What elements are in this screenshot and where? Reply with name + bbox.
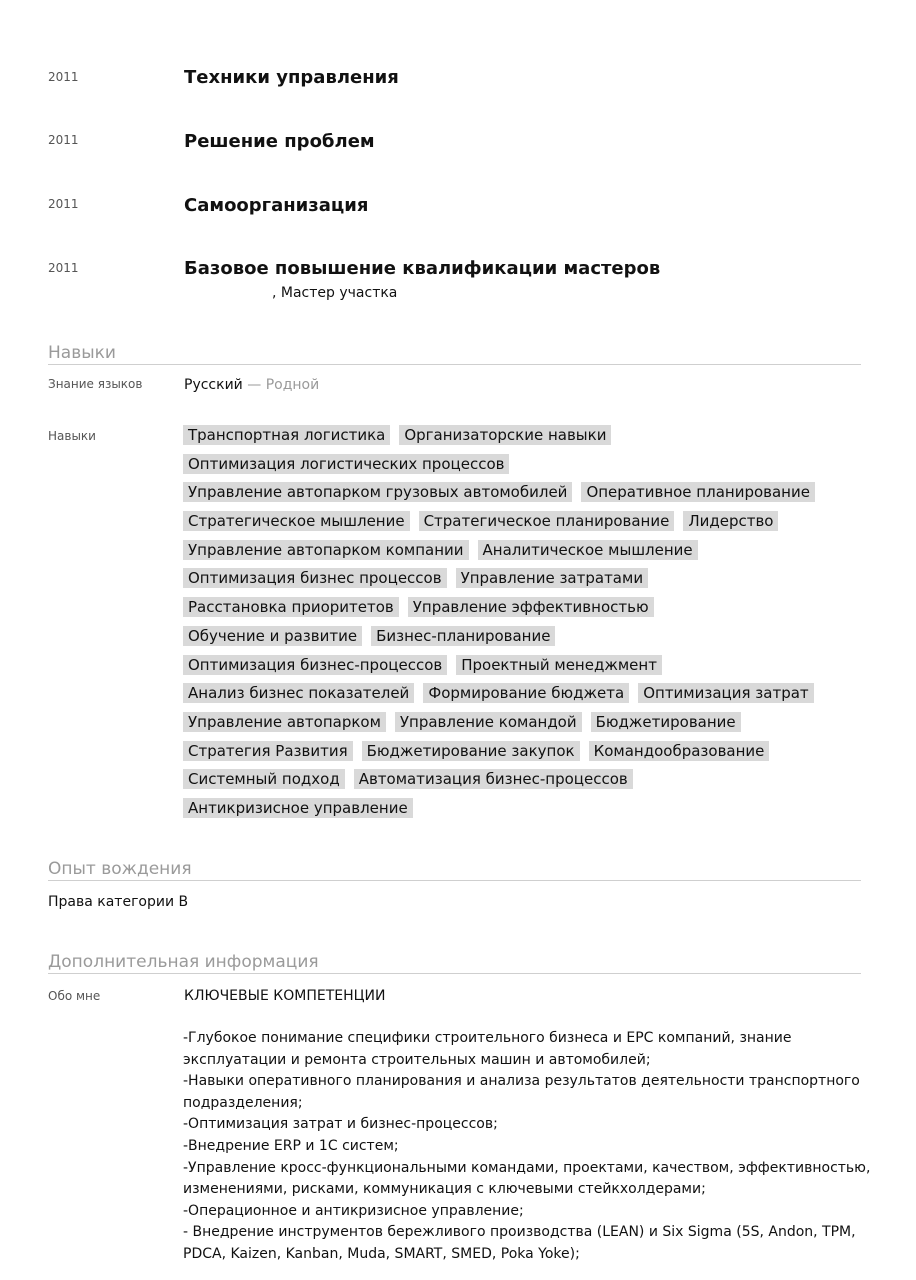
course-year: 2011 xyxy=(48,70,79,84)
skill-tag: Системный подход xyxy=(183,769,345,789)
skill-tag: Управление эффективностью xyxy=(408,597,654,617)
skill-tag: Проектный менеджмент xyxy=(456,655,662,675)
skill-tag: Бизнес-планирование xyxy=(371,626,555,646)
skill-tag: Аналитическое мышление xyxy=(478,540,698,560)
course-title: Базовое повышение квалификации мастеров xyxy=(184,258,661,279)
skill-tag-row xyxy=(183,454,873,483)
about-line: -Глубокое понимание специфики строительного бизнеса и EPC компаний, знание xyxy=(183,1030,792,1046)
skill-tag: Оптимизация затрат xyxy=(638,683,813,703)
about-line: PDCA, Kaizen, Kanban, Muda, SMART, SMED, Poka Yoke); xyxy=(183,1245,580,1262)
skill-tag-row xyxy=(183,655,873,684)
course-year: 2011 xyxy=(48,197,79,211)
course-title: Решение проблем xyxy=(184,131,375,152)
skill-tag: Автоматизация бизнес-процессов xyxy=(354,769,633,789)
course-title: Техники управления xyxy=(184,67,399,88)
skill-tag: Управление автопарком компании xyxy=(183,540,469,560)
about-line: -Оптимизация затрат и бизнес-процессов; xyxy=(183,1116,498,1133)
skill-tag: Расстановка приоритетов xyxy=(183,597,399,617)
skill-tag: Управление затратами xyxy=(456,568,648,588)
skill-tag: Управление автопарком xyxy=(183,712,386,732)
skill-tag-row xyxy=(183,712,873,741)
course-year: 2011 xyxy=(48,261,79,275)
skill-tag-row xyxy=(183,425,873,454)
skill-tag: Командообразование xyxy=(589,741,770,761)
about-line: -Внедрение ERP и 1С систем; xyxy=(183,1137,399,1154)
about-line: подразделения; xyxy=(183,1094,303,1111)
about-line: -Управление кросс-функциональными командами, проектами, качеством, эффективностью, xyxy=(183,1159,871,1176)
about-line: -Навыки оперативного планирования и анализа результатов деятельности транспортного xyxy=(183,1073,860,1090)
skill-tag: Обучение и развитие xyxy=(183,626,362,646)
language-level: Родной xyxy=(265,377,320,393)
skill-tag: Бюджетирование закупок xyxy=(362,741,580,761)
skill-tag-row xyxy=(183,540,873,569)
skill-tag-row xyxy=(183,769,873,798)
skill-tag: Стратегия Развития xyxy=(183,741,353,761)
skill-tag: Стратегическое планирование xyxy=(419,511,675,531)
about-line: эксплуатации и ремонта строительных машин и автомобилей; xyxy=(183,1051,651,1068)
skill-tag-row xyxy=(183,511,873,540)
course-year: 2011 xyxy=(48,133,79,147)
skill-tag-row xyxy=(183,626,873,655)
skill-tag: Управление автопарком грузовых автомобилей xyxy=(183,482,572,502)
course-subtitle: , Мастер участка xyxy=(272,285,398,301)
skill-tag: Анализ бизнес показателей xyxy=(183,683,414,703)
language-name: Русский xyxy=(184,377,243,393)
about-text xyxy=(183,1028,871,1266)
skill-tag-row xyxy=(183,798,873,827)
skill-tag: Оперативное планирование xyxy=(581,482,815,502)
about-line: - Внедрение инструментов бережливого производства (LEAN) и Six Sigma (5S, Andon, TPM, xyxy=(183,1224,856,1241)
skill-tag-row xyxy=(183,597,873,626)
course-title: Самоорганизация xyxy=(184,195,369,216)
driving-license: Права категории B xyxy=(48,894,189,910)
skill-tag: Антикризисное управление xyxy=(183,798,413,818)
language-entry xyxy=(184,377,319,393)
section-heading-driving: Опыт вождения xyxy=(48,859,861,881)
skill-tag-row xyxy=(183,741,873,770)
skill-tag: Оптимизация бизнес процессов xyxy=(183,568,447,588)
skill-tag: Оптимизация бизнес-процессов xyxy=(183,655,447,675)
languages-label: Знание языков xyxy=(48,377,143,391)
language-separator: — xyxy=(247,377,262,393)
about-line: -Операционное и антикризисное управление; xyxy=(183,1202,524,1219)
skill-tag: Лидерство xyxy=(683,511,778,531)
skill-tag: Формирование бюджета xyxy=(423,683,629,703)
skill-tag-row xyxy=(183,568,873,597)
skill-tag: Оптимизация логистических процессов xyxy=(183,454,509,474)
skills-label: Навыки xyxy=(48,429,96,443)
about-line: изменениями, рисками, коммуникация с ключевыми стейкхолдерами; xyxy=(183,1181,706,1198)
skill-tag-row xyxy=(183,683,873,712)
section-heading-additional: Дополнительная информация xyxy=(48,952,861,974)
skill-tag: Управление командой xyxy=(395,712,582,732)
about-title: КЛЮЧЕВЫЕ КОМПЕТЕНЦИИ xyxy=(184,988,386,1004)
skill-tag: Стратегическое мышление xyxy=(183,511,410,531)
skill-tag: Организаторские навыки xyxy=(399,425,611,445)
skills-tag-list xyxy=(183,425,873,827)
section-heading-skills: Навыки xyxy=(48,343,861,365)
skill-tag: Транспортная логистика xyxy=(183,425,390,445)
skill-tag: Бюджетирование xyxy=(591,712,741,732)
about-label: Обо мне xyxy=(48,989,101,1003)
skill-tag-row xyxy=(183,482,873,511)
